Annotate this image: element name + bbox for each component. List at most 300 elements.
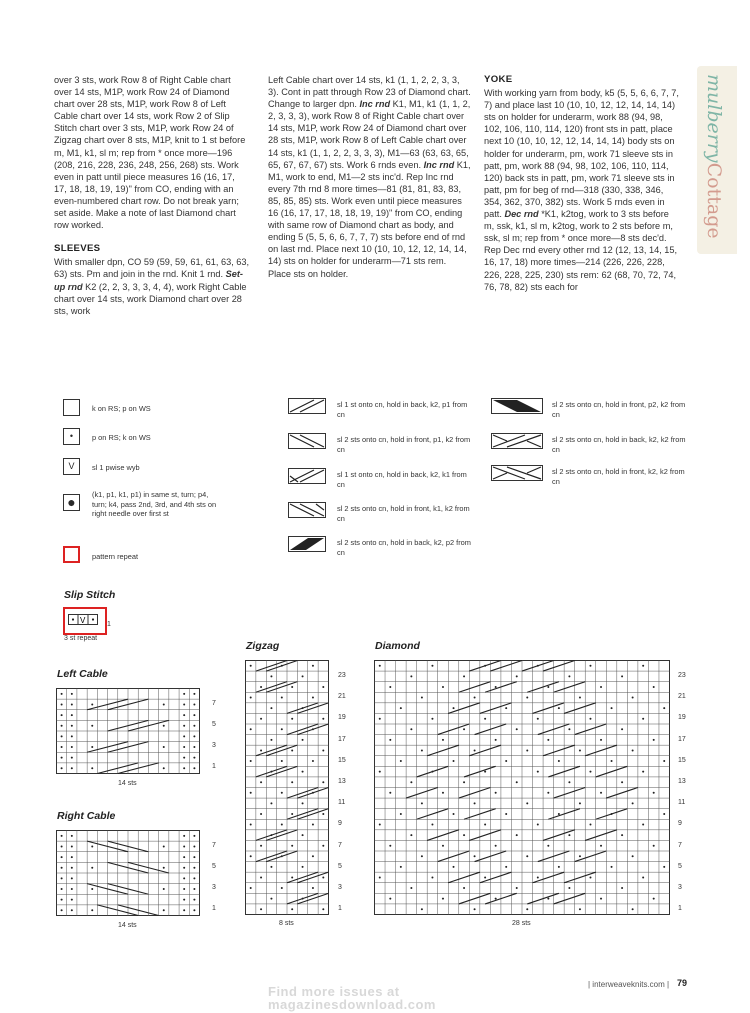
body-paragraph	[484, 87, 680, 293]
purl-dot	[281, 887, 283, 889]
purl-dot	[547, 739, 549, 741]
zigzag-chart-grid	[245, 660, 329, 915]
purl-dot	[516, 781, 518, 783]
purl-dot	[61, 714, 63, 716]
purl-dot	[600, 898, 602, 900]
page-number: 79	[677, 978, 688, 988]
purl-dot	[61, 888, 63, 890]
chart-title-right-cable: Right Cable	[57, 810, 116, 822]
legend-cable-1-label: sl 1 st onto cn, hold in back, k2, p1 from cn	[337, 400, 468, 419]
purl-dot	[322, 781, 324, 783]
emphasis-term: Inc rnd	[359, 99, 391, 110]
purl-dot	[71, 714, 73, 716]
legend-cable-4-label: sl 2 sts onto cn, hold in front, k1, k2 from cn	[337, 504, 470, 523]
purl-dot	[431, 876, 433, 878]
purl-dot	[526, 908, 528, 910]
purl-dot	[453, 866, 455, 868]
purl-dot	[281, 728, 283, 730]
purl-dot	[611, 707, 613, 709]
chart-title-left-cable: Left Cable	[57, 668, 108, 680]
purl-dot	[71, 746, 73, 748]
purl-dot	[71, 693, 73, 695]
purl-dot	[71, 767, 73, 769]
purl-dot	[61, 835, 63, 837]
purl-dot	[260, 749, 262, 751]
purl-dot	[61, 877, 63, 879]
purl-dot	[379, 876, 381, 878]
purl-dot	[302, 771, 304, 773]
purl-dot	[389, 845, 391, 847]
purl-dot	[322, 718, 324, 720]
purl-dot	[250, 824, 252, 826]
tab-word-2: Cottage	[703, 162, 725, 239]
bobble-symbol-icon: ●	[63, 494, 80, 511]
purl-dot	[431, 665, 433, 667]
purl-dot	[193, 714, 195, 716]
purl-dot	[516, 834, 518, 836]
purl-dot	[61, 909, 63, 911]
purl-dot	[558, 707, 560, 709]
text-column-2	[268, 74, 471, 280]
purl-dot	[611, 760, 613, 762]
row-number: 17	[678, 735, 686, 743]
purl-dot	[183, 877, 185, 879]
purl-dot	[589, 665, 591, 667]
row-number: 21	[338, 693, 346, 701]
purl-dot	[71, 909, 73, 911]
emphasis-term: Dec rnd	[504, 209, 539, 220]
row-number: 1	[212, 905, 216, 912]
purl-dot	[568, 781, 570, 783]
purl-dot	[663, 760, 665, 762]
purl-dot	[193, 835, 195, 837]
purl-dot	[453, 760, 455, 762]
emphasis-term: Set-up rnd	[54, 269, 243, 292]
purl-dot	[410, 781, 412, 783]
legend-repeat-label: pattern repeat	[92, 552, 139, 561]
purl-dot	[291, 813, 293, 815]
purl-dot	[91, 888, 93, 890]
cable-2-over-2-purl-front-icon	[491, 398, 543, 414]
purl-dot	[193, 767, 195, 769]
svg-text:V: V	[80, 616, 86, 625]
text-run: K1, M1, k1 (1, 1, 2, 2, 3, 3, 3), work Row 8 of Right Cable chart over 14 sts, M1P, work Row 24 of Diamond chart over 28 sts, M1P, work Row 8 of Left Cable chart over 14 sts, k1 (1, 1, 2, 2, 3, 3, 3), M1—63 (63, 63, 65, 65, 67, 67, 67) sts. Work 6 rnds even.	[268, 99, 471, 170]
row-number: 9	[678, 820, 682, 828]
purl-dot	[653, 898, 655, 900]
purl-dot	[579, 855, 581, 857]
purl-dot	[91, 767, 93, 769]
purl-dot	[260, 686, 262, 688]
purl-dot	[193, 693, 195, 695]
row-number: 3	[212, 742, 216, 749]
watermark-line: magazinesdownload.com	[268, 997, 436, 1012]
purl-dot	[291, 908, 293, 910]
row-number: 1	[678, 905, 682, 913]
purl-dot	[193, 867, 195, 869]
purl-dot	[463, 728, 465, 730]
purl-dot	[61, 693, 63, 695]
purl-dot	[589, 718, 591, 720]
chart-footer-left: 14 sts	[118, 780, 137, 787]
purl-dot	[547, 898, 549, 900]
purl-dot	[193, 845, 195, 847]
row-number: 23	[338, 672, 346, 679]
purl-dot	[193, 725, 195, 727]
purl-dot	[621, 887, 623, 889]
purl-dot	[611, 866, 613, 868]
row-number: 1	[338, 905, 342, 913]
row-number: 3	[678, 884, 682, 891]
text-run: With working yarn from body, k5 (5, 5, 6, 6, 7, 7, 7) and place last 10 (10, 10, 12, 12, 14, 14, 14) sts on holder for underarm, work 88 (94, 98, 102, 106, 110, 114, 120) front sts in patt, place next 10 (10, 10, 12, 12, 14, 14, 14) body sts on holder for underarm, pm, work 71 sleeve sts in patt, pm, work 88 (94, 98, 102, 106, 110, 114, 120) back sts in patt, pm, work 71 sleeve sts in patt, pm for beg of rnd—318 (330, 338, 346, 354, 362, 370, 382) sts. Work 5 rnds even in patt.	[484, 88, 679, 220]
purl-dot	[71, 735, 73, 737]
text-run: With smaller dpn, CO 59 (59, 59, 61, 61, 63, 63, 63) sts. Pm and join in the rnd. Knit 1 rnd.	[54, 257, 250, 280]
purl-dot	[281, 760, 283, 762]
purl-dot	[421, 697, 423, 699]
purl-dot	[568, 728, 570, 730]
purl-dot	[291, 781, 293, 783]
purl-dot	[61, 899, 63, 901]
chart-title-slip: Slip Stitch	[64, 589, 116, 601]
purl-dot	[270, 739, 272, 741]
purl-dot	[250, 697, 252, 699]
text-run: *K1, k2tog, work to 3 sts before m, ssk, k1, sl m, k2tog, work to 2 sts before m, ssk, sl m; rep from * once more—8 sts dec'd. Rep Dec rnd every other rnd 12 (12, 13, 14, 15, 16, 17, 18) more times—214 (226, 226, 228, 226, 228, 225, 230) sts rem: 62 (68, 70, 72, 74, 76, 78, 82) sts each for	[484, 209, 678, 292]
row-number: 1	[107, 621, 111, 628]
purl-dot	[260, 781, 262, 783]
purl-dot	[431, 718, 433, 720]
purl-dot	[61, 856, 63, 858]
purl-dot	[537, 876, 539, 878]
purl-dot	[621, 728, 623, 730]
purl-dot	[163, 888, 165, 890]
purl-dot	[193, 888, 195, 890]
purl-dot	[442, 845, 444, 847]
purl-dot	[61, 746, 63, 748]
legend-cable-3-label: sl 1 st onto cn, hold in back, k2, k1 from cn	[337, 470, 467, 489]
row-number: 3	[338, 884, 342, 891]
purl-dot	[389, 686, 391, 688]
purl-dot	[291, 718, 293, 720]
purl-dot	[250, 665, 252, 667]
slip-symbol-icon: V	[63, 458, 80, 475]
purl-dot	[71, 845, 73, 847]
row-number: 23	[678, 672, 686, 679]
purl-dot	[526, 749, 528, 751]
purl-dot	[642, 718, 644, 720]
purl-dot	[410, 728, 412, 730]
purl-dot	[495, 845, 497, 847]
purl-dot	[653, 845, 655, 847]
purl-dot	[302, 834, 304, 836]
purl-dot	[270, 866, 272, 868]
slip-stitch-chart-grid	[68, 614, 98, 625]
row-number: 5	[678, 862, 682, 870]
purl-dot	[183, 767, 185, 769]
purl-dot	[379, 718, 381, 720]
purl-dot	[632, 802, 634, 804]
purl-dot	[291, 845, 293, 847]
purl-dot	[632, 855, 634, 857]
purl-dot	[558, 760, 560, 762]
purl-dot	[193, 757, 195, 759]
purl-dot	[410, 675, 412, 677]
purl-dot	[291, 876, 293, 878]
purl-dot	[183, 856, 185, 858]
purl-dot	[250, 887, 252, 889]
purl-dot	[291, 749, 293, 751]
purl-dot	[260, 876, 262, 878]
purl-dot	[621, 781, 623, 783]
text-run: Left Cable chart over 14 sts, k1 (1, 1, 2, 2, 3, 3, 3). Cont in patt through Row 23 of Diamond chart. Change to larger dpn.	[268, 75, 471, 110]
purl-dot	[600, 845, 602, 847]
row-number: 11	[338, 799, 346, 807]
purl-dot	[163, 725, 165, 727]
row-number: 5	[212, 863, 216, 870]
purl-dot	[568, 834, 570, 836]
purl-dot	[183, 899, 185, 901]
knit-symbol-icon	[63, 399, 80, 416]
purl-dot	[558, 813, 560, 815]
purl-dot	[312, 855, 314, 857]
heading-yoke: YOKE	[484, 74, 513, 85]
purl-dot	[281, 792, 283, 794]
purl-dot	[163, 703, 165, 705]
purl-dot	[505, 813, 507, 815]
purl-dot	[61, 845, 63, 847]
row-number: 7	[338, 841, 342, 849]
purl-dot	[379, 771, 381, 773]
purl-dot	[71, 757, 73, 759]
purl-dot	[600, 739, 602, 741]
purl-dot	[183, 703, 185, 705]
right-cable-chart-grid	[56, 830, 200, 916]
purl-dot	[193, 877, 195, 879]
purl-dot	[183, 845, 185, 847]
legend-cable-8-label: sl 2 sts onto cn, hold in front, k2, k2 from cn	[552, 467, 685, 486]
purl-dot	[302, 866, 304, 868]
purl-dot	[579, 908, 581, 910]
heading-sleeves: SLEEVES	[54, 243, 101, 255]
chart-footer-right: 14 sts	[118, 922, 137, 929]
text-column-1	[54, 74, 250, 317]
purl-dot	[526, 697, 528, 699]
purl-dot	[322, 813, 324, 815]
purl-dot	[463, 834, 465, 836]
purl-dot	[653, 792, 655, 794]
purl-dot	[183, 888, 185, 890]
tab-word-1: mulberry	[703, 74, 725, 163]
purl-symbol-icon: •	[63, 428, 80, 445]
purl-dot	[568, 675, 570, 677]
purl-dot	[91, 909, 93, 911]
purl-dot	[183, 693, 185, 695]
purl-dot	[589, 824, 591, 826]
purl-dot	[589, 876, 591, 878]
purl-dot	[632, 697, 634, 699]
body-paragraph	[268, 74, 471, 280]
purl-dot	[193, 909, 195, 911]
purl-dot	[71, 867, 73, 869]
cable-2-over-1-knit-front-icon	[288, 502, 326, 518]
purl-dot	[389, 898, 391, 900]
purl-dot	[61, 735, 63, 737]
purl-dot	[505, 760, 507, 762]
purl-dot	[61, 703, 63, 705]
purl-dot	[463, 887, 465, 889]
purl-dot	[193, 735, 195, 737]
purl-dot	[71, 703, 73, 705]
row-number: 13	[678, 778, 686, 785]
purl-dot	[260, 718, 262, 720]
purl-dot	[632, 749, 634, 751]
purl-dot	[302, 802, 304, 804]
purl-dot	[91, 746, 93, 748]
purl-dot	[663, 707, 665, 709]
purl-dot	[621, 834, 623, 836]
row-number: 13	[338, 778, 346, 785]
purl-dot	[642, 771, 644, 773]
cable-2-over-2-purl-back-icon	[288, 536, 326, 552]
purl-dot	[71, 888, 73, 890]
diamond-chart-grid	[374, 660, 670, 915]
purl-dot	[183, 746, 185, 748]
purl-dot	[163, 845, 165, 847]
purl-dot	[537, 718, 539, 720]
purl-dot	[600, 792, 602, 794]
purl-dot	[642, 876, 644, 878]
text-column-3	[484, 74, 680, 293]
purl-dot	[61, 867, 63, 869]
row-number: 7	[678, 841, 682, 849]
purl-dot	[260, 908, 262, 910]
purl-dot	[291, 686, 293, 688]
purl-dot	[474, 802, 476, 804]
text-run: K1, M1, work to end, M1—2 sts inc'd. Rep Inc rnd every 7th rnd 8 more times—81 (81, 81, 83, 83, 85, 85, 85) sts. Work even until piece measures 16 (16, 17, 17, 18, 18, 19, 19)" from CO, ending with same row of Diamond chart as body, and ending 5 (5, 5, 6, 6, 7, 7, 7) sts before end of rnd on last rnd. Place next 10 (10, 10, 12, 12, 14, 14, 14) sts on holder for underarm—71 sts rem. Place sts on holder.	[268, 159, 471, 279]
purl-dot	[474, 697, 476, 699]
cable-1-over-2-back-icon	[288, 398, 326, 414]
purl-dot	[193, 856, 195, 858]
purl-dot	[484, 824, 486, 826]
cable-2-over-2-knit-front-icon	[491, 465, 543, 481]
emphasis-term: Inc rnd	[423, 159, 455, 170]
cable-2-over-2-knit-back-icon	[491, 433, 543, 449]
purl-dot	[281, 824, 283, 826]
watermark-text	[268, 985, 436, 1011]
section-tab-title	[703, 74, 725, 239]
purl-dot	[537, 824, 539, 826]
purl-dot	[260, 845, 262, 847]
purl-dot	[558, 866, 560, 868]
purl-dot	[642, 665, 644, 667]
purl-dot	[61, 725, 63, 727]
purl-dot	[526, 855, 528, 857]
purl-dot	[589, 771, 591, 773]
purl-dot	[632, 908, 634, 910]
purl-dot	[193, 703, 195, 705]
purl-dot	[322, 845, 324, 847]
purl-dot	[71, 725, 73, 727]
purl-dot	[621, 675, 623, 677]
purl-dot	[163, 767, 165, 769]
purl-dot	[193, 746, 195, 748]
purl-dot	[547, 845, 549, 847]
purl-dot	[302, 675, 304, 677]
purl-dot	[442, 898, 444, 900]
body-paragraph: over 3 sts, work Row 8 of Right Cable chart over 14 sts, M1P, work Row 24 of Diamond chart over 28 sts, M1P, work Row 8 of Left Cable chart over 14 sts, work Row 2 of Slip Stitch chart over 3 sts, M1P, work Row 24 of Zigzag chart over 8 sts, M1P, knit to 1 st before m, M1, k1, sl m; rep from * once more—196 (208, 216, 228, 236, 248, 256, 268) sts. Work even in patt until piece measures 16 (16, 17, 17, 18, 18, 19, 19)" from CO, ending with an even-numbered chart row. Do not break yarn; set aside. Make a note of last Diamond chart row worked.	[54, 75, 246, 231]
purl-dot	[312, 697, 314, 699]
row-number: 19	[338, 714, 346, 722]
purl-dot	[442, 686, 444, 688]
purl-dot	[91, 845, 93, 847]
row-number: 7	[212, 842, 216, 849]
legend-cable-6-label: sl 2 sts onto cn, hold in front, p2, k2 from cn	[552, 400, 686, 419]
row-number: 9	[338, 820, 342, 828]
purl-dot	[400, 866, 402, 868]
purl-dot	[547, 686, 549, 688]
purl-dot	[505, 707, 507, 709]
row-number: 21	[678, 693, 686, 701]
purl-dot	[163, 746, 165, 748]
purl-dot	[547, 792, 549, 794]
purl-dot	[526, 802, 528, 804]
purl-dot	[61, 767, 63, 769]
cable-2-over-1-front-icon	[288, 433, 326, 449]
legend-slip-label: sl 1 pwise wyb	[92, 463, 140, 472]
purl-dot	[516, 675, 518, 677]
purl-dot	[183, 835, 185, 837]
purl-dot	[579, 697, 581, 699]
chart-title-zigzag: Zigzag	[246, 640, 280, 652]
row-number: 11	[678, 799, 686, 807]
purl-dot	[312, 760, 314, 762]
purl-dot	[495, 739, 497, 741]
row-number: 3	[212, 884, 216, 891]
purl-dot	[579, 749, 581, 751]
row-number: 15	[678, 756, 686, 764]
purl-dot	[91, 703, 93, 705]
chart-title-diamond: Diamond	[375, 640, 420, 652]
purl-dot	[302, 739, 304, 741]
purl-dot	[642, 824, 644, 826]
purl-dot	[389, 792, 391, 794]
row-number: 7	[212, 700, 216, 707]
purl-dot	[270, 802, 272, 804]
purl-dot	[250, 728, 252, 730]
purl-dot	[568, 887, 570, 889]
watermark-line: Find more issues at	[268, 984, 400, 999]
purl-dot	[270, 707, 272, 709]
purl-dot	[183, 757, 185, 759]
chart-footer-slip: 3 st repeat	[64, 635, 98, 642]
purl-dot	[463, 675, 465, 677]
purl-dot	[183, 735, 185, 737]
purl-dot	[270, 675, 272, 677]
purl-dot	[183, 867, 185, 869]
purl-dot	[579, 802, 581, 804]
purl-dot	[505, 866, 507, 868]
purl-dot	[281, 697, 283, 699]
purl-dot	[495, 898, 497, 900]
purl-dot	[270, 898, 272, 900]
purl-dot	[183, 725, 185, 727]
purl-dot	[484, 771, 486, 773]
purl-dot	[312, 887, 314, 889]
purl-dot	[379, 824, 381, 826]
row-number: 15	[338, 756, 346, 764]
purl-dot	[312, 824, 314, 826]
purl-dot	[516, 887, 518, 889]
purl-dot	[193, 899, 195, 901]
purl-dot	[421, 802, 423, 804]
